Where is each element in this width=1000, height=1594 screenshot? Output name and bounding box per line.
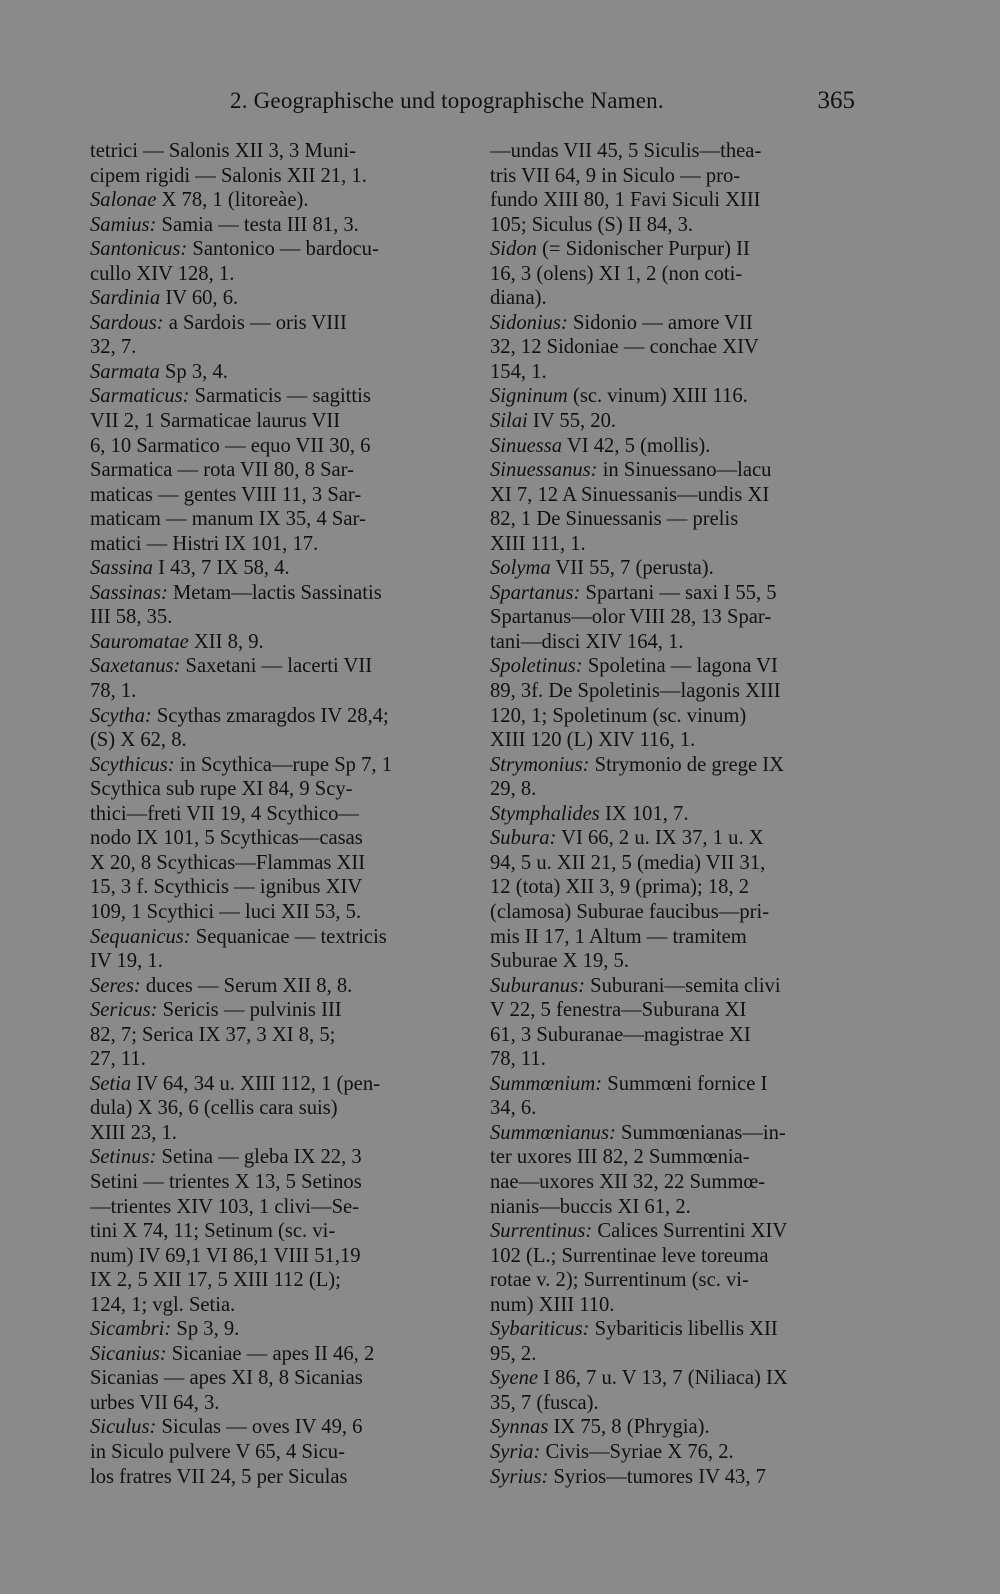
index-line [490,165,835,189]
index-line [490,876,835,900]
index-text: dula) X 36, 6 (cellis cara suis) [90,1097,338,1120]
index-text: Spartani — saxi I 55, 5 [580,581,777,604]
index-text: ter uxores III 82, 2 Summœnia- [490,1146,750,1169]
index-line [490,557,835,581]
index-line [90,852,435,876]
index-line [490,582,835,606]
index-line [490,631,835,655]
index-text: III 58, 35. [90,606,173,629]
index-text: nae—uxores XII 32, 22 Summœ- [490,1170,766,1193]
index-text: Sidonio — amore VII [567,311,753,334]
index-line [90,1220,435,1244]
index-line [490,1294,835,1318]
index-line [490,1073,835,1097]
index-text: nianis—buccis XI 61, 2. [490,1195,691,1218]
index-line [490,1343,835,1367]
index-line [490,361,835,385]
index-text: Summœni fornice I [602,1072,768,1095]
index-text: IV 55, 20. [527,410,617,433]
index-text: Summœnianas—in- [615,1121,786,1144]
index-line [90,729,435,753]
index-line [90,803,435,827]
index-term: Sauromatae [90,630,189,653]
index-text: I 86, 7 u. V 13, 7 (Niliaca) IX [538,1367,788,1390]
index-line [90,287,435,311]
index-line [90,1367,435,1391]
index-line [490,1269,835,1293]
index-line [90,385,435,409]
index-text: IV 60, 6. [160,287,239,310]
index-text: Setina — gleba IX 22, 3 [156,1146,362,1169]
index-text: Saxetani — lacerti VII [180,655,373,678]
index-term: Sidonius: [490,311,568,334]
index-text: Spoletina — lagona VI [582,655,778,678]
index-line [490,975,835,999]
index-term: Silai [490,410,528,433]
index-text: Metam—lactis Sassinatis [167,581,382,604]
index-line [90,336,435,360]
index-line [90,582,435,606]
index-line [90,680,435,704]
index-line [490,926,835,950]
index-term: Suburanus: [490,974,585,997]
index-term: Sassina [90,557,153,580]
index-text: in Siculo pulvere V 65, 4 Sicu- [90,1440,345,1463]
index-text: IX 101, 7. [599,802,689,825]
index-text: 61, 3 Suburanae—magistrae XI [490,1023,751,1046]
index-text: Calices Surrentini XIV [592,1220,788,1243]
index-term: Sicambri: [90,1318,172,1341]
index-term: Sequanicus: [90,925,191,948]
index-line [490,1466,835,1490]
index-line [90,189,435,213]
index-text: Strymonio de grege IX [589,753,784,776]
index-line [490,1392,835,1416]
index-text: —trientes XIV 103, 1 clivi—Se- [90,1195,360,1218]
index-text: XII 8, 9. [188,630,264,653]
index-line [490,852,835,876]
index-text: Samia — testa III 81, 3. [156,213,359,236]
index-line [90,1318,435,1342]
index-line [90,926,435,950]
index-line [490,1245,835,1269]
index-line [90,827,435,851]
index-term: Spartanus: [490,581,581,604]
index-text: XIII 23, 1. [90,1121,177,1144]
index-text: Sicaniae — apes II 46, 2 [166,1342,375,1365]
index-line [90,876,435,900]
index-line [90,214,435,238]
index-term: Sarmaticus: [90,385,190,408]
index-line [490,827,835,851]
index-line [490,1196,835,1220]
index-text: matici — Histri IX 101, 17. [90,532,319,555]
index-text: 102 (L.; Surrentinae leve toreuma [490,1244,769,1267]
index-term: Spoletinus: [490,655,583,678]
index-text: diana). [490,287,547,310]
index-term: Scytha: [90,704,152,727]
index-term: Scythicus: [90,753,175,776]
index-text: urbes VII 64, 3. [90,1391,220,1414]
index-line [90,1196,435,1220]
index-text: VI 42, 5 (mollis). [562,434,711,457]
index-line [490,1097,835,1121]
index-term: Seres: [90,974,141,997]
index-line [490,189,835,213]
index-line [90,1343,435,1367]
index-text: a Sardois — oris VIII [163,311,347,334]
index-text: Sp 3, 9. [171,1318,240,1341]
index-line [490,533,835,557]
index-text: X 20, 8 Scythicas—Flammas XII [90,851,366,874]
index-text: duces — Serum XII 8, 8. [140,974,353,997]
index-line [90,557,435,581]
index-text: VII 2, 1 Sarmaticae laurus VII [90,410,341,433]
index-text: nodo IX 101, 5 Scythicas—casas [90,827,363,850]
index-line [90,361,435,385]
index-line [490,999,835,1023]
index-text: Sicanias — apes XI 8, 8 Sicanias [90,1367,363,1390]
index-line [490,1048,835,1072]
index-line [90,410,435,434]
index-line [490,1171,835,1195]
index-text: 29, 8. [490,778,537,801]
index-line [90,705,435,729]
index-line [90,533,435,557]
index-line [490,680,835,704]
index-text: VI 66, 2 u. IX 37, 1 u. X [556,827,764,850]
index-text: IV 64, 34 u. XIII 112, 1 (pen- [131,1072,380,1095]
index-text: 120, 1; Spoletinum (sc. vinum) [490,704,747,727]
index-text: thici—freti VII 19, 4 Scythico— [90,802,360,825]
index-text: maticas — gentes VIII 11, 3 Sar- [90,483,362,506]
index-line [90,606,435,630]
index-text: 27, 11. [90,1048,146,1071]
index-term: Sicanius: [90,1342,167,1365]
index-text: 109, 1 Scythici — luci XII 53, 5. [90,900,362,923]
index-text: 82, 7; Serica IX 37, 3 XI 8, 5; [90,1023,336,1046]
index-text: Sarmatica — rota VII 80, 8 Sar- [90,459,354,482]
index-line [490,803,835,827]
index-text: cullo XIV 128, 1. [90,262,235,285]
index-line [490,238,835,262]
index-text: 105; Siculus (S) II 84, 3. [490,213,694,236]
index-line [490,1367,835,1391]
index-line [490,1441,835,1465]
index-text: Civis—Syriae X 76, 2. [540,1440,734,1463]
index-text: (S) X 62, 8. [90,729,187,752]
index-text: los fratres VII 24, 5 per Siculas [90,1465,348,1488]
index-term: Santonicus: [90,238,188,261]
index-term: Sardous: [90,311,164,334]
index-text: rotae v. 2); Surrentinum (sc. vi- [490,1269,749,1292]
index-line [490,1122,835,1146]
index-term: Sassinas: [90,581,168,604]
right-column [490,140,835,1490]
index-line [490,214,835,238]
index-term: Saxetanus: [90,655,181,678]
index-line [90,238,435,262]
index-text: 6, 10 Sarmatico — equo VII 30, 6 [90,434,371,457]
index-text: Setini — trientes X 13, 5 Setinos [90,1170,362,1193]
index-line [90,975,435,999]
index-text: 89, 3f. De Spoletinis—lagonis XIII [490,680,781,703]
index-line [90,999,435,1023]
index-line [490,1416,835,1440]
index-line [490,729,835,753]
index-text: Scythica sub rupe XI 84, 9 Scy- [90,778,353,801]
index-line [90,1392,435,1416]
index-line [490,1318,835,1342]
index-line [90,778,435,802]
index-term: Subura: [490,827,557,850]
header-title: 2. Geographische und topographische Namen. [230,88,664,113]
index-line [90,950,435,974]
index-text: Siculas — oves IV 49, 6 [156,1416,363,1439]
index-term: Sardinia [90,287,161,310]
index-line [90,1466,435,1490]
index-text: 32, 7. [90,336,137,359]
index-line [490,410,835,434]
index-text: 78, 1. [90,680,137,703]
index-line [90,631,435,655]
index-line [490,484,835,508]
index-text: XIII 111, 1. [490,532,586,555]
index-line [490,459,835,483]
index-line [90,435,435,459]
index-line [90,1441,435,1465]
index-line [90,165,435,189]
index-line [490,508,835,532]
index-text: fundo XIII 80, 1 Favi Siculi XIII [490,189,761,212]
index-text: XI 7, 12 A Sinuessanis—undis XI [490,483,770,506]
index-line [90,754,435,778]
index-text: IV 19, 1. [90,950,163,973]
left-column [90,140,435,1490]
running-header [230,84,855,118]
index-text: Sybariticis libellis XII [589,1318,778,1341]
index-term: Samius: [90,213,157,236]
index-line [490,950,835,974]
index-line [490,1220,835,1244]
index-text: tani—disci XIV 164, 1. [490,630,684,653]
index-line [90,459,435,483]
index-line [90,140,435,164]
index-text: 16, 3 (olens) XI 1, 2 (non coti- [490,262,743,285]
index-text: tetrici — Salonis XII 3, 3 Muni- [90,140,356,162]
index-term: Solyma [490,557,551,580]
index-line [490,1146,835,1170]
index-line [90,655,435,679]
index-text: Scythas zmaragdos IV 28,4; [151,704,389,727]
index-text: IX 2, 5 XII 17, 5 XIII 112 (L); [90,1269,341,1292]
index-term: Syene [490,1367,539,1390]
index-term: Syria: [490,1440,541,1463]
index-line [490,778,835,802]
index-text: I 43, 7 IX 58, 4. [152,557,290,580]
index-line [490,263,835,287]
index-term: Setia [90,1072,132,1095]
index-line [90,312,435,336]
index-text: in Scythica—rupe Sp 7, 1 [174,753,392,776]
index-text: 78, 11. [490,1048,546,1071]
index-term: Strymonius: [490,753,590,776]
index-line [90,263,435,287]
index-text: X 78, 1 (litoreàe). [156,189,309,212]
index-text: 154, 1. [490,360,547,383]
index-text: in Sinuessano—lacu [597,459,772,482]
index-text: Spartanus—olor VIII 28, 13 Spar- [490,606,772,629]
index-line [90,484,435,508]
index-text: Suburae X 19, 5. [490,950,629,973]
index-line [490,754,835,778]
index-line [490,705,835,729]
index-line [90,1122,435,1146]
index-text: tini X 74, 11; Setinum (sc. vi- [90,1220,336,1243]
index-line [90,1294,435,1318]
index-line [90,1269,435,1293]
index-text: Sequanicae — textricis [190,925,387,948]
index-text: 82, 1 De Sinuessanis — prelis [490,508,739,531]
index-line [90,1416,435,1440]
index-text: (= Sidonischer Purpur) II [536,238,750,261]
index-line [490,312,835,336]
index-term: Summœnianus: [490,1121,616,1144]
index-term: Sybariticus: [490,1318,590,1341]
index-line [90,1024,435,1048]
index-text: Sp 3, 4. [159,360,228,383]
index-line [90,1171,435,1195]
index-text: tris VII 64, 9 in Siculo — pro- [490,164,741,187]
index-line [490,287,835,311]
index-text: num) IV 69,1 VI 86,1 VIII 51,19 [90,1244,361,1267]
index-term: Summœnium: [490,1072,603,1095]
index-term: Synnas [490,1416,549,1439]
index-text: VII 55, 7 (perusta). [550,557,714,580]
index-text: maticam — manum IX 35, 4 Sar- [90,508,366,531]
index-line [490,655,835,679]
index-term: Sericus: [90,999,158,1022]
index-text: num) XIII 110. [490,1293,615,1316]
index-line [490,336,835,360]
index-text: 94, 5 u. XII 21, 5 (media) VII 31, [490,851,766,874]
index-text: XIII 120 (L) XIV 116, 1. [490,729,696,752]
index-text: Sarmaticis — sagittis [189,385,371,408]
index-text: (clamosa) Suburae faucibus—pri- [490,900,770,923]
index-text: —undas VII 45, 5 Siculis—thea- [490,140,762,162]
index-line [90,1146,435,1170]
index-term: Sidon [490,238,537,261]
index-text: 95, 2. [490,1342,537,1365]
index-line [90,1073,435,1097]
index-line [90,901,435,925]
index-term: Sinuessanus: [490,459,598,482]
index-text: Sericis — pulvinis III [157,999,342,1022]
index-text: (sc. vinum) XIII 116. [567,385,748,408]
index-line [90,508,435,532]
index-text: cipem rigidi — Salonis XII 21, 1. [90,164,367,187]
index-term: Setinus: [90,1146,157,1169]
index-line [490,140,835,164]
index-line [90,1048,435,1072]
page-number: 365 [817,87,855,114]
index-text: 32, 12 Sidoniae — conchae XIV [490,336,759,359]
index-text: Santonico — bardocu- [187,238,379,261]
index-line [490,901,835,925]
index-term: Salonae [90,189,157,212]
index-text: 15, 3 f. Scythicis — ignibus XIV [90,876,363,899]
index-text: 34, 6. [490,1097,537,1120]
index-term: Syrius: [490,1465,549,1488]
index-line [490,606,835,630]
index-text: V 22, 5 fenestra—Suburana XI [490,999,747,1022]
index-term: Sarmata [90,360,160,383]
index-term: Stymphalides [490,802,600,825]
index-text: 124, 1; vgl. Setia. [90,1293,236,1316]
index-line [490,435,835,459]
index-term: Surrentinus: [490,1220,593,1243]
index-text: 12 (tota) XII 3, 9 (prima); 18, 2 [490,876,750,899]
index-line [490,385,835,409]
index-line [90,1097,435,1121]
index-line [490,1024,835,1048]
index-text: 35, 7 (fusca). [490,1391,599,1414]
index-term: Sinuessa [490,434,563,457]
index-text: mis II 17, 1 Altum — tramitem [490,925,747,948]
index-line [90,1245,435,1269]
index-text: IX 75, 8 (Phrygia). [548,1416,710,1439]
index-term: Signinum [490,385,568,408]
index-text: Suburani—semita clivi [584,974,781,997]
index-term: Siculus: [90,1416,157,1439]
index-text: Syrios—tumores IV 43, 7 [548,1465,766,1488]
